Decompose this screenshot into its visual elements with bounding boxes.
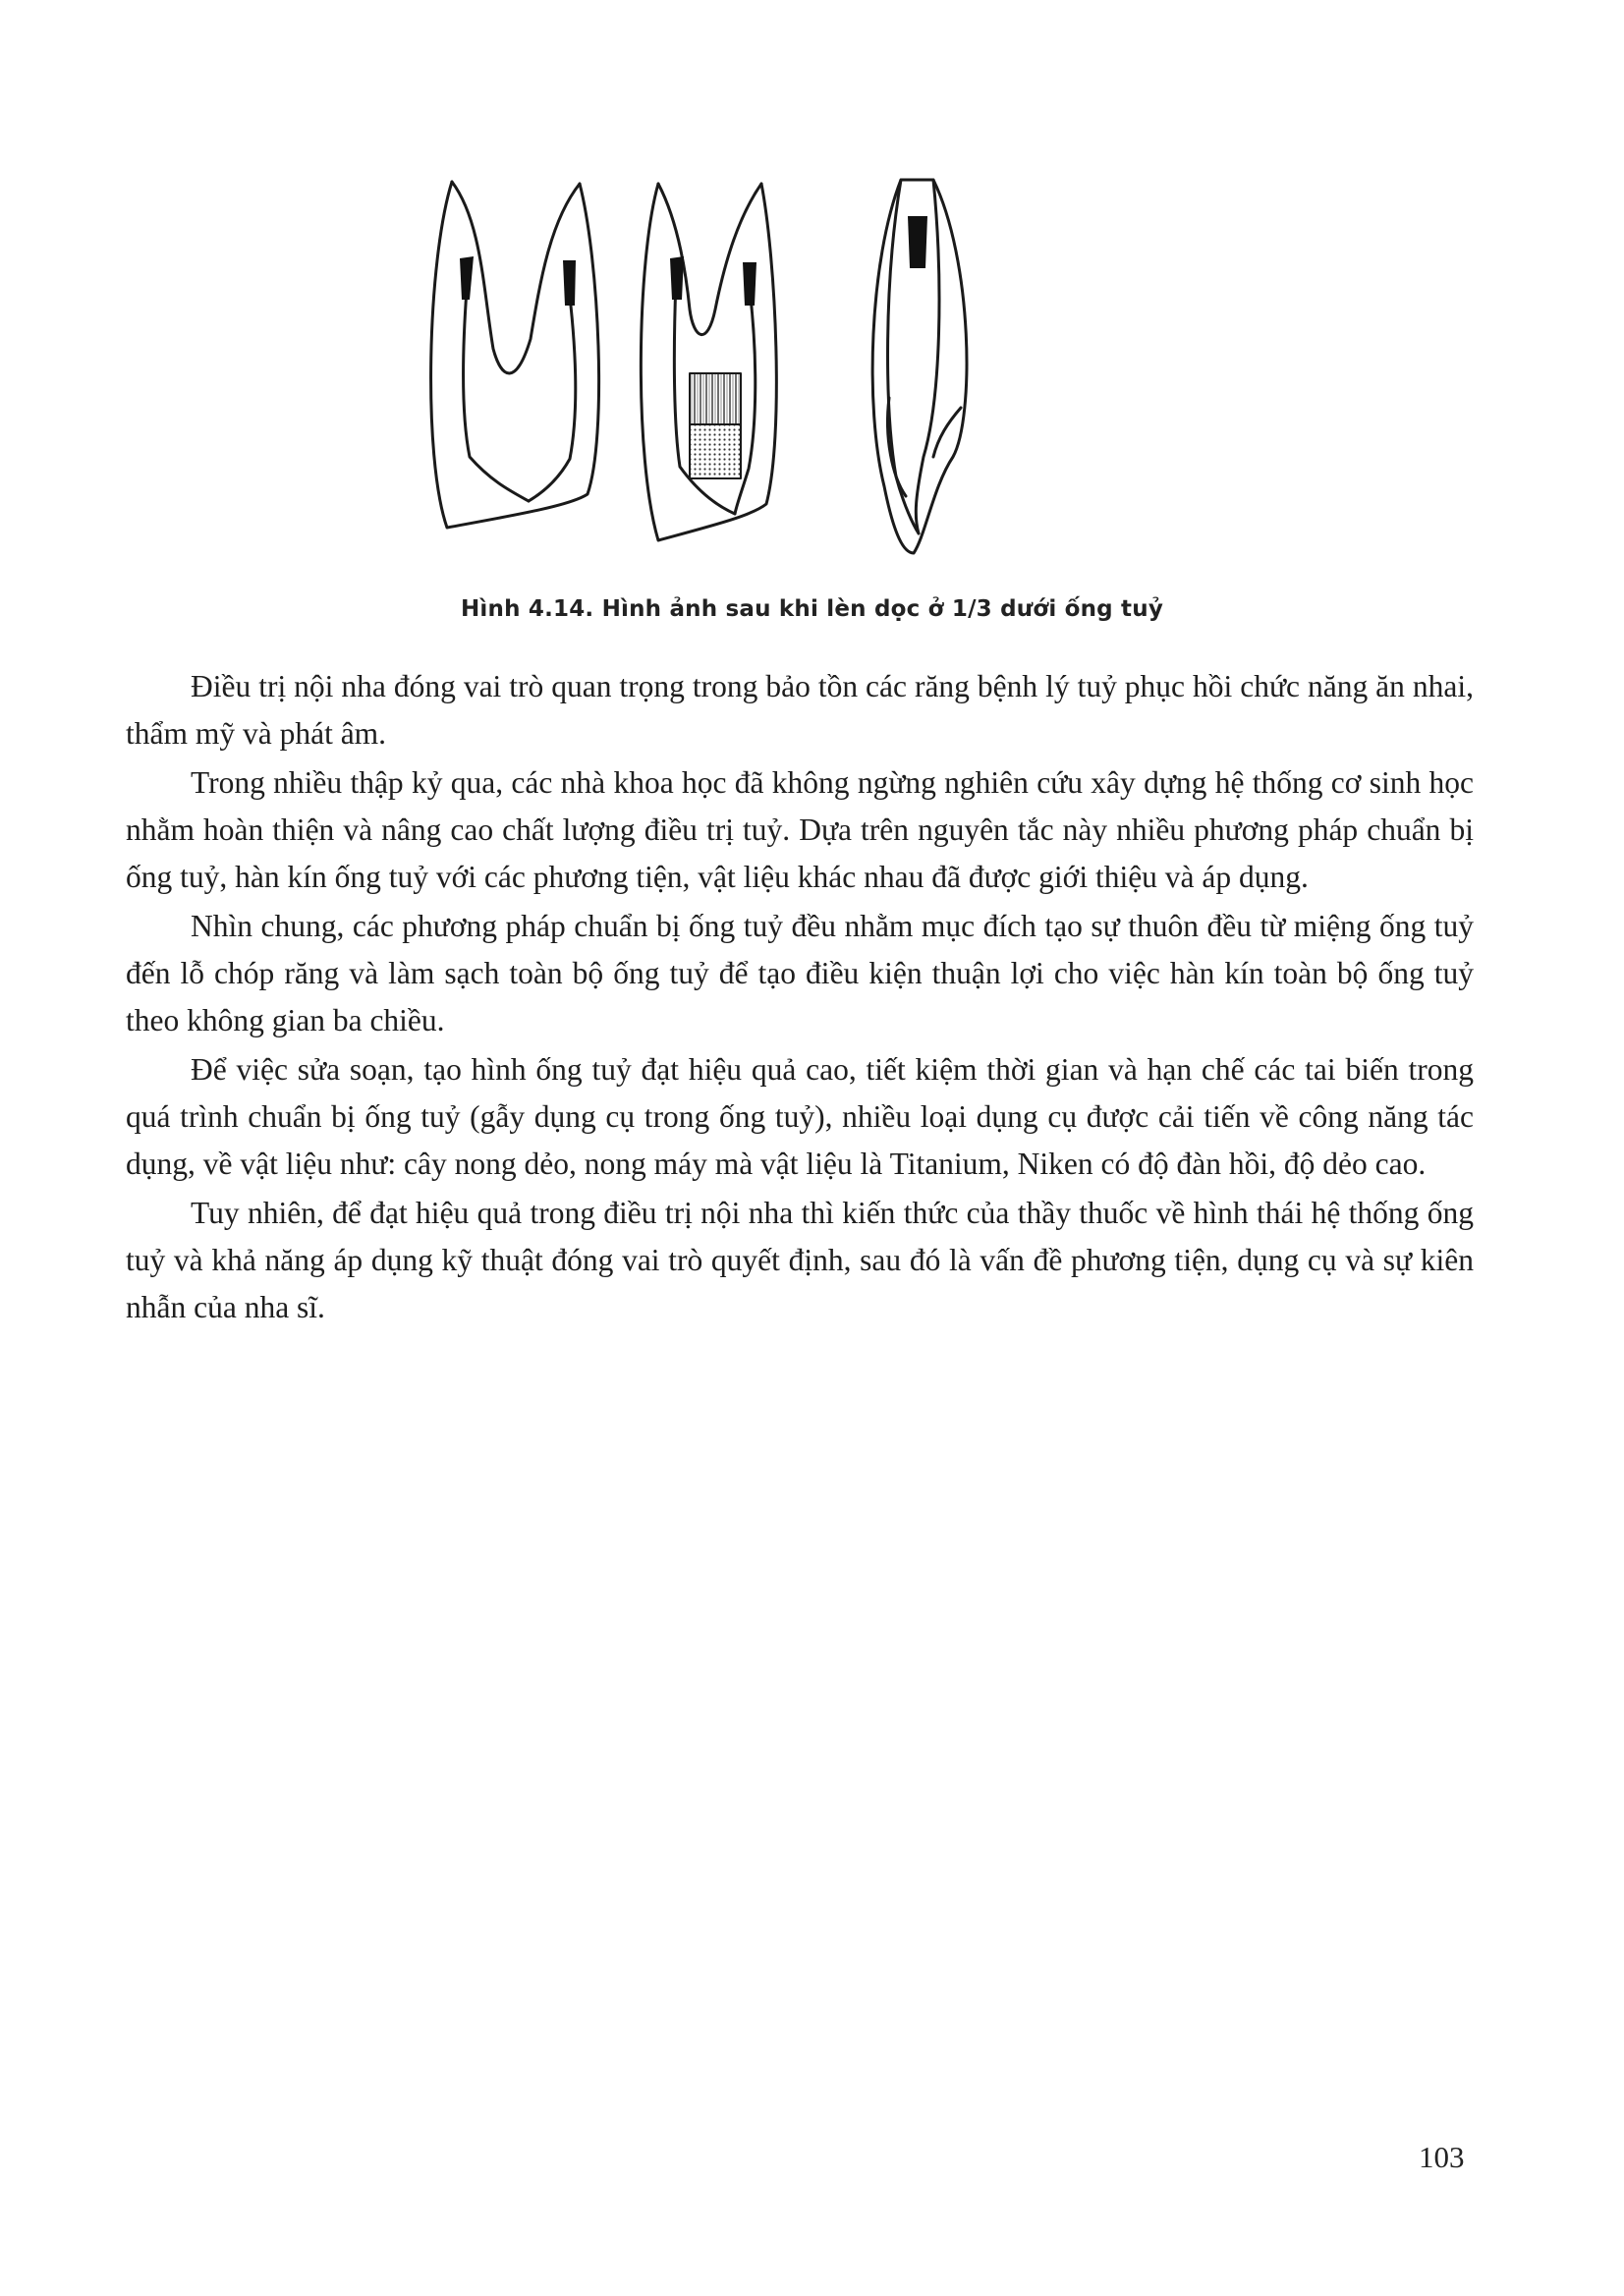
- page-number: 103: [1419, 2140, 1465, 2174]
- tooth-1-drawing: [431, 182, 599, 528]
- tooth-3-drawing: [872, 180, 967, 553]
- body-text: [126, 663, 1474, 1333]
- figure-caption: Hình 4.14. Hình ảnh sau khi lèn dọc ở 1/3 dưới ống tuỷ: [460, 596, 1164, 622]
- paragraph: Trong nhiều thập kỷ qua, các nhà khoa học đã không ngừng nghiên cứu xây dựng hệ thống cơ sinh học nhằm hoàn thiện và nâng cao chất lượng điều trị tuỷ. Dựa trên nguyên tắc này nhiều phương pháp chuẩn bị ống tuỷ, hàn kín ống tuỷ với các phương tiện, vật liệu khác nhau đã được giới thiệu và áp dụng.: [126, 765, 1474, 894]
- tooth-2-drawing: [641, 184, 776, 540]
- tooth-cross-sections-drawing: [422, 162, 1091, 565]
- paragraph: Nhìn chung, các phương pháp chuẩn bị ống tuỷ đều nhằm mục đích tạo sự thuôn đều từ miệng ống tuỷ đến lỗ chóp răng và làm sạch toàn bộ ống tuỷ để tạo điều kiện thuận lợi cho việc hàn kín toàn bộ ống tuỷ theo không gian ba chiều.: [126, 909, 1474, 1037]
- tooth-illustration-figure: [422, 162, 1091, 565]
- paragraph: Tuy nhiên, để đạt hiệu quả trong điều trị nội nha thì kiến thức của thầy thuốc về hình thái hệ thống ống tuỷ và khả năng áp dụng kỹ thuật đóng vai trò quyết định, sau đó là vấn đề phương tiện, dụng cụ và sự kiên nhẫn của nha sĩ.: [126, 1196, 1474, 1324]
- paragraph: Để việc sửa soạn, tạo hình ống tuỷ đạt hiệu quả cao, tiết kiệm thời gian và hạn chế các tai biến trong quá trình chuẩn bị ống tuỷ (gẫy dụng cụ trong ống tuỷ), nhiều loại dụng cụ được cải tiến về công năng tác dụng, về vật liệu như: cây nong dẻo, nong máy mà vật liệu là Titanium, Niken có độ đàn hồi, độ dẻo cao.: [126, 1052, 1474, 1181]
- paragraph: Điều trị nội nha đóng vai trò quan trọng trong bảo tồn các răng bệnh lý tuỷ phục hồi chức năng ăn nhai, thẩm mỹ và phát âm.: [126, 669, 1474, 751]
